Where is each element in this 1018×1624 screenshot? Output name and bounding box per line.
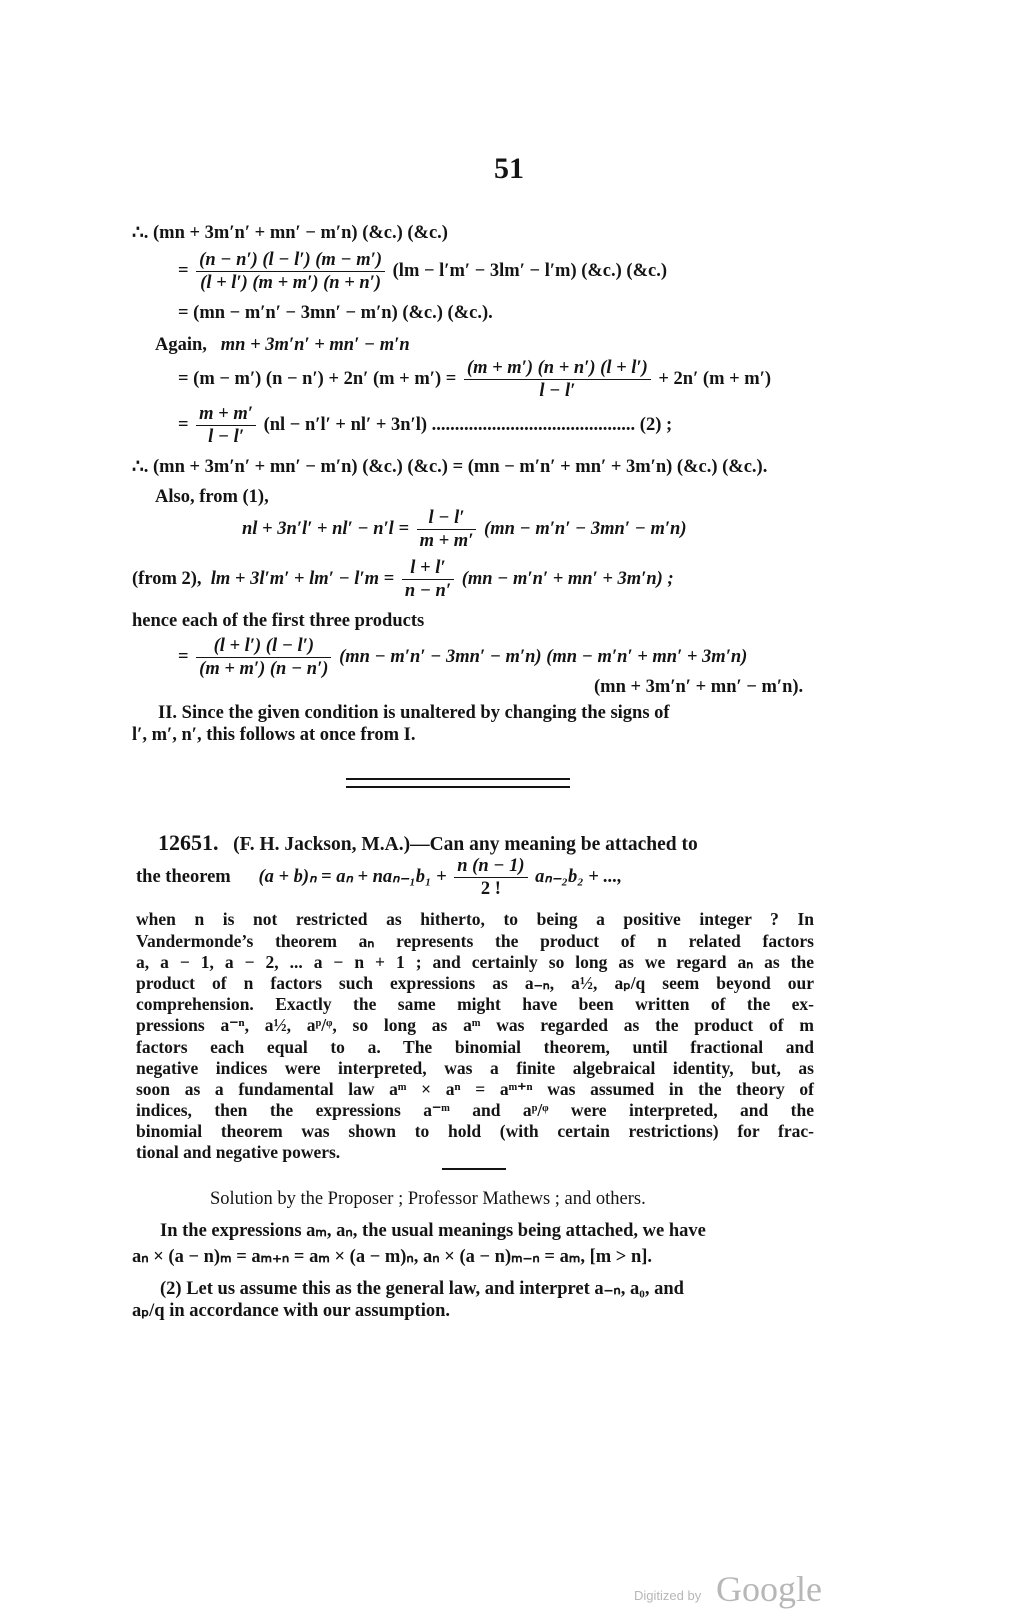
fraction — [196, 636, 331, 679]
question-intro: (F. H. Jackson, M.A.)—Can any meaning be attached to — [233, 834, 698, 855]
para-line-8: negative indices were interpreted, was a finite algebraical identity, but, as — [136, 1058, 814, 1078]
section-rule-bottom — [346, 786, 570, 788]
expression: lm + 3l′m′ + lm′ − l′m = — [210, 568, 395, 589]
expression: (mn − m′n′ − 3mn′ − m′n) (mn − m′n′ + mn′ + 3m′n) — [339, 646, 748, 667]
para-line-4: product of n factors such expressions as a₋ₙ, a½, aₚ/q seem beyond our — [136, 973, 814, 993]
denominator: l − l′ — [208, 427, 245, 447]
expression: aₙ₋₂b₂ + ..., — [535, 866, 622, 887]
para-line-7: factors each equal to a. The binomial theorem, until fractional and — [136, 1037, 814, 1057]
from-label: (from 2), — [132, 568, 202, 589]
eq-line-4 — [155, 334, 410, 356]
fraction — [417, 508, 477, 551]
fraction — [196, 250, 385, 293]
expression: (lm − l′m′ − 3lm′ − l′m) (&c.) (&c.) — [392, 260, 667, 281]
eq-line-11: hence each of the first three products — [132, 611, 425, 631]
text-line-14: II. Since the given condition is unaltered by changing the signs of — [158, 703, 670, 723]
eq-line-6 — [178, 404, 672, 447]
digitized-watermark — [634, 1560, 834, 1610]
question-header — [158, 832, 698, 856]
theorem-label: the theorem — [136, 866, 231, 887]
text-line-15: l′, m′, n′, this follows at once from I. — [132, 725, 416, 745]
solution-line-2: aₙ × (a − n)ₘ = aₘ₊ₙ = aₘ × (a − m)ₙ, aₙ × (a − n)ₘ₋ₙ = aₘ, [m > n]. — [132, 1247, 653, 1267]
eq-line-13: (mn + 3m′n′ + mn′ − m′n). — [594, 677, 804, 697]
numerator: (l + l′) (l − l′) — [196, 636, 331, 658]
eq-line-2 — [178, 250, 667, 293]
page-number: 51 — [494, 152, 524, 185]
denominator: 2 ! — [480, 879, 501, 899]
expression: mn + 3m′n′ + mn′ − m′n — [220, 335, 410, 355]
denominator: (l + l′) (m + m′) (n + n′) — [200, 273, 382, 293]
numerator: (n − n′) (l − l′) (m − m′) — [196, 250, 385, 272]
solution-header: Solution by the Proposer ; Professor Mathews ; and others. — [210, 1189, 646, 1209]
numerator: n (n − 1) — [454, 856, 527, 878]
equals-sign: = — [178, 414, 189, 435]
denominator: l − l′ — [539, 381, 576, 401]
eq-line-10 — [132, 558, 674, 601]
para-line-10: indices, then the expressions a⁻ᵐ and aᵖ/ᵠ were interpreted, and the — [136, 1100, 814, 1120]
theorem-line — [136, 856, 622, 899]
numerator: l + l′ — [402, 558, 454, 580]
para-line-1: when n is not restricted as hitherto, to being a positive integer ? In — [136, 909, 814, 929]
eq-line-3: = (mn − m′n′ − 3mn′ − m′n) (&c.) (&c.). — [178, 303, 493, 323]
again-label: Again, — [155, 335, 207, 355]
fraction — [402, 558, 454, 601]
question-number: 12651. — [158, 830, 219, 855]
para-line-11: binomial theorem was shown to hold (with certain restrictions) for frac- — [136, 1121, 814, 1141]
solution-line-1: In the expressions aₘ, aₙ, the usual meanings being attached, we have — [160, 1221, 706, 1241]
expression: (nl − n′l′ + nl′ + 3n′l) ............................................ (2) ; — [263, 414, 673, 435]
denominator: n − n′ — [404, 581, 452, 601]
numerator: m + m′ — [196, 404, 256, 426]
para-line-5: comprehension. Exactly the same might have been written of the ex- — [136, 994, 814, 1014]
eq-line-12 — [178, 636, 747, 679]
eq-line-5 — [178, 358, 771, 401]
equals-sign: = — [178, 260, 189, 281]
fraction — [454, 856, 527, 899]
para-line-6: pressions a⁻ⁿ, a½, aᵖ/ᵠ, so long as aᵐ was regarded as the product of m — [136, 1015, 814, 1035]
expression: nl + 3n′l′ + nl′ − n′l = — [242, 518, 409, 539]
numerator: l − l′ — [417, 508, 477, 530]
expression: (mn − m′n′ + mn′ + 3m′n) ; — [461, 568, 674, 589]
expression: (mn − m′n′ − 3mn′ − m′n) — [484, 518, 687, 539]
para-line-9: soon as a fundamental law aᵐ × aⁿ = aᵐ⁺ⁿ was assumed in the theory of — [136, 1079, 814, 1099]
para-line-3: a, a − 1, a − 2, ... a − n + 1 ; and certainly so long as we regard aₙ as the — [136, 952, 814, 972]
solution-line-3: (2) Let us assume this as the general law, and interpret a₋ₙ, a₀, and — [160, 1279, 684, 1299]
denominator: (m + m′) (n − n′) — [199, 659, 329, 679]
section-rule-top — [346, 778, 570, 780]
para-line-2: Vandermonde’s theorem aₙ represents the product of n related factors — [136, 931, 814, 951]
numerator: (m + m′) (n + n′) (l + l′) — [464, 358, 651, 380]
expression: + 2n′ (m + m′) — [658, 368, 772, 389]
expression: = (m − m′) (n − n′) + 2n′ (m + m′) = — [178, 368, 457, 389]
short-rule — [442, 1168, 506, 1170]
eq-line-1: ∴. (mn + 3m′n′ + mn′ − m′n) (&c.) (&c.) — [132, 223, 448, 243]
denominator: m + m′ — [419, 531, 474, 551]
equals-sign: = — [178, 646, 189, 667]
digitized-label: Digitized by — [634, 1588, 702, 1603]
solution-line-4: aₚ/q in accordance with our assumption. — [132, 1301, 451, 1321]
fraction — [464, 358, 651, 401]
expression: (a + b)ₙ = aₙ + naₙ₋₁b₁ + — [258, 866, 447, 887]
para-line-12: tional and negative powers. — [136, 1142, 341, 1162]
eq-line-8: Also, from (1), — [155, 487, 269, 507]
eq-line-9 — [242, 508, 687, 551]
fraction — [196, 404, 256, 447]
google-logo: Google — [716, 1569, 822, 1609]
eq-line-7: ∴. (mn + 3m′n′ + mn′ − m′n) (&c.) (&c.) = (mn − m′n′ + mn′ + 3m′n) (&c.) (&c.). — [132, 457, 768, 477]
